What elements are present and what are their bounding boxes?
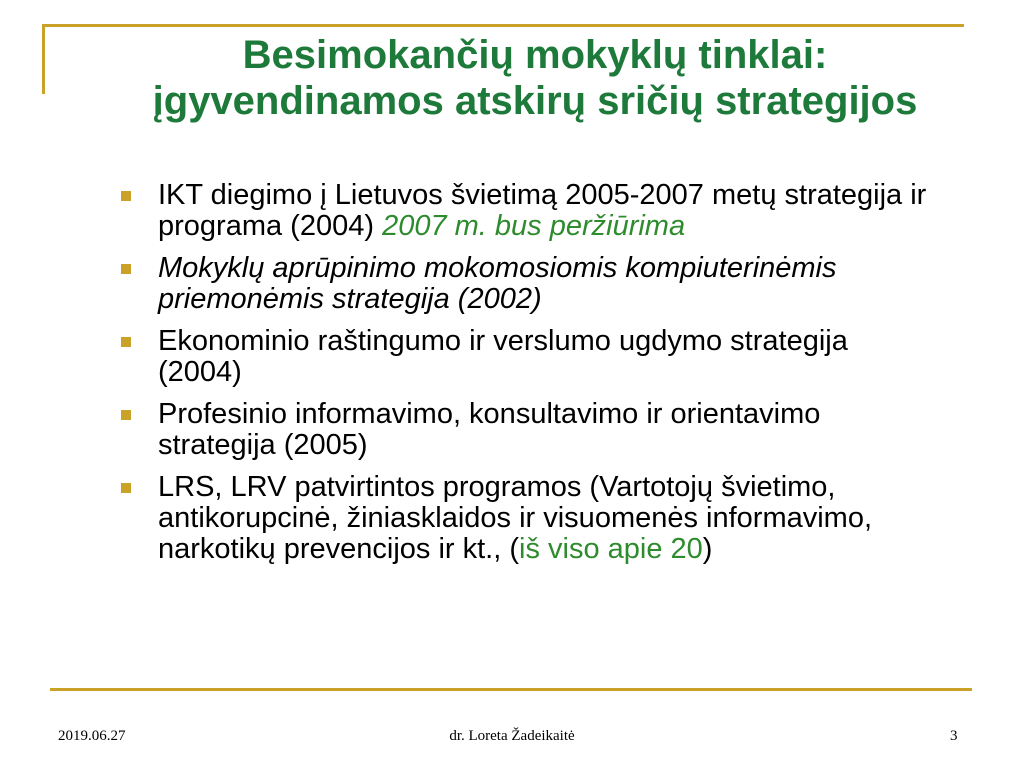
bullet-highlight: iš viso apie 20: [519, 533, 703, 565]
square-bullet-icon: [121, 410, 131, 420]
bullet-text: Mokyklų aprūpinimo mokomosiomis kompiuterinėmis priemonėmis strategija (2002): [158, 252, 837, 315]
bullet-item-ikt: [118, 180, 938, 242]
top-frame-line: [42, 24, 964, 27]
bullet-text: LRS, LRV patvirtintos programos (Vartotojų švietimo, antikorupcinė, žiniasklaidos ir visuomenės informavimo, narkotikų prevencijos ir kt., (: [158, 471, 873, 565]
left-frame-line: [42, 24, 45, 94]
bullet-item-programs: [118, 472, 938, 565]
bullet-text: Ekonominio raštingumo ir verslumo ugdymo strategija (2004): [158, 325, 848, 388]
bullet-text-end: ): [702, 533, 713, 565]
footer-date: 2019.06.27: [58, 728, 126, 744]
bullet-text: Profesinio informavimo, konsultavimo ir orientavimo strategija (2005): [158, 398, 821, 461]
bullet-item-career: [118, 399, 938, 461]
square-bullet-icon: [121, 264, 131, 274]
bullet-text: IKT diegimo į Lietuvos švietimą 2005-2007 metų strategija ir programa (2004): [158, 179, 927, 242]
title-line-1: Besimokančių mokyklų tinklai:: [242, 33, 828, 77]
square-bullet-icon: [121, 191, 131, 201]
bullet-item-computers: [118, 253, 938, 315]
square-bullet-icon: [121, 483, 131, 493]
square-bullet-icon: [121, 337, 131, 347]
bullet-item-economics: [118, 326, 938, 388]
bullet-highlight: 2007 m. bus peržiūrima: [382, 210, 686, 242]
bottom-frame-line: [50, 688, 972, 691]
footer-page-number: 3: [950, 728, 958, 744]
slide-title: [60, 32, 1010, 124]
title-line-2: įgyvendinamos atskirų sričių strategijos: [152, 79, 918, 123]
bullet-list: [118, 180, 938, 576]
footer-author: dr. Loreta Žadeikaitė: [449, 728, 575, 744]
